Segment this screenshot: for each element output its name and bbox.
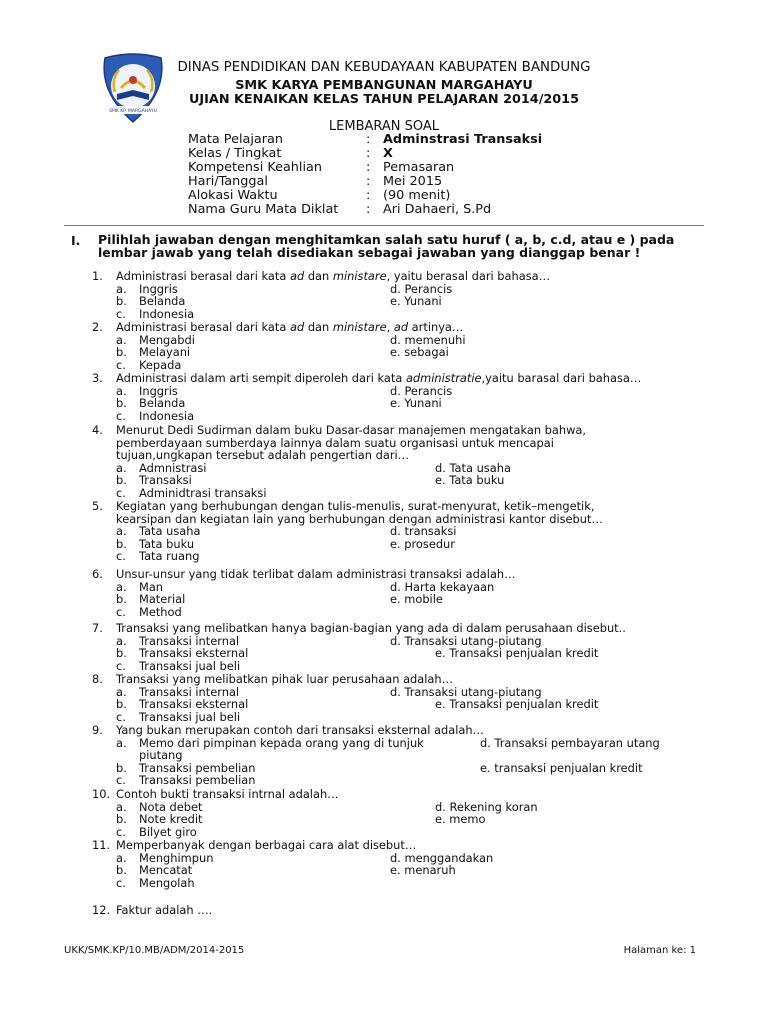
info-row [188,161,588,175]
question-number: 1. [92,269,103,283]
option-label: b. [116,697,127,712]
option-text: Transaksi eksternal [139,697,249,712]
question-number: 5. [92,499,103,513]
question-number: 8. [92,672,103,686]
option-text: Indonesia [139,306,195,321]
option-text: e. memo [435,812,486,827]
option-label: a. [116,281,127,296]
option-text: d. transaksi [390,524,457,539]
question-text: pemberdayaan sumberdaya lainnya dalam suatu organisasi untuk mencapai [116,435,554,450]
option-label: b. [116,396,127,411]
option-text: e. Transaksi penjualan kredit [435,697,599,712]
option-text: Belanda [139,396,186,411]
option-label: a. [116,460,127,475]
question-text: Administrasi dalam arti sempit diperoleh dari kata administratie,yaitu barasal dari bahasa… [116,371,642,385]
option-text: d. Harta kekayaan [390,579,495,594]
info-label: Mata Pelajaran [188,132,283,147]
option-label: c. [116,604,126,619]
option-text: d. Transaksi utang-piutang [390,684,542,699]
divider [64,225,704,226]
option-text: Transaksi pembelian [139,760,256,775]
option-text: Inggris [139,281,178,296]
question-text: Faktur adalah …. [116,903,213,917]
option-text: d. Transaksi utang-piutang [390,633,542,648]
option-label: a. [116,850,127,865]
option-text: d. memenuhi [390,332,466,347]
option-text: Nota debet [139,799,203,814]
question-text: Menurut Dedi Sudirman dalam buku Dasar-dasar manajemen mengatakan bahwa, [116,423,587,437]
question-text: Transaksi yang melibatkan pihak luar perusahaan adalah… [116,672,454,686]
option-label: a. [116,524,127,539]
option-text: e. Transaksi penjualan kredit [435,646,599,661]
option-text: e. Yunani [390,294,442,309]
info-row [188,203,588,217]
question-text: Unsur-unsur yang tidak terlibat dalam administrasi transaksi adalah… [116,567,516,581]
question-text: Contoh bukti transaksi intrnal adalah… [116,787,339,801]
option-text: Transaksi eksternal [139,646,249,661]
option-text: Mencatat [139,863,193,878]
info-row [188,147,588,161]
option-text: Note kredit [139,812,203,827]
info-value: (90 menit) [383,188,451,203]
question-text: Administrasi berasal dari kata ad dan ministare, yaitu berasal dari bahasa… [116,269,551,283]
option-label: b. [116,760,127,775]
option-text: e. mobile [390,592,443,607]
info-value: Adminstrasi Transaksi [383,132,543,147]
option-label: b. [116,294,127,309]
option-text: Indonesia [139,408,195,423]
option-label: b. [116,646,127,661]
option-text: e. sebagai [390,345,449,360]
question-text: Transaksi yang melibatkan hanya bagian-bagian yang ada di dalam perusahaan disebut.. [116,621,626,635]
option-text: d. Perancis [390,383,453,398]
option-label: c. [116,306,126,321]
option-text: Tata buku [139,536,195,551]
option-label: b. [116,592,127,607]
question-text: Memperbanyak dengan berbagai cara alat disebut… [116,838,417,852]
info-label: Nama Guru Mata Diklat [188,202,339,217]
header-exam: UJIAN KENAIKAN KELAS TAHUN PELAJARAN 2014/2015 [189,92,579,107]
option-text: Mengolah [139,875,195,890]
option-text: Inggris [139,383,178,398]
option-text: e. prosedur [390,536,455,551]
question-text: kearsipan dan kegiatan lain yang berhubungan dengan administrasi kantor disebut… [116,511,603,526]
option-label: b. [116,863,127,878]
instruction-text: Pilihlah jawaban dengan menghitamkan salah satu huruf ( a, b, c.d, atau e ) pada lembar jawab yang telah disediakan sebagai jawaban yang dianggap benar ! [98,232,675,260]
option-text: e. Yunani [390,396,442,411]
info-value: X [383,146,393,161]
option-text: Man [139,579,164,594]
option-text: d. menggandakan [390,850,494,865]
option-text: e. Tata buku [435,473,505,488]
option-label: c. [116,824,126,839]
option-label: a. [116,633,127,648]
option-label: c. [116,773,126,788]
info-label: Hari/Tanggal [188,174,268,189]
option-label: c. [116,486,126,500]
sheet-title: LEMBARAN SOAL [328,119,440,134]
document-code: UKK/SMK.KP/10.MB/ADM/2014-2015 [64,945,245,956]
option-label: b. [116,345,127,360]
option-text: Adminidtrasi transaksi [139,486,267,500]
svg-text:SMK KP. MARGAHAYU: SMK KP. MARGAHAYU [109,109,157,114]
option-text: Transaksi jual beli [139,709,241,724]
option-text: d. Perancis [390,281,453,296]
question-number: 12. [92,903,111,917]
question-number: 3. [92,371,103,385]
info-colon: : [366,160,371,175]
question-number: 9. [92,723,103,737]
option-label: c. [116,549,126,564]
info-label: Kelas / Tingkat [188,146,282,161]
info-colon: : [366,174,371,189]
option-label: c. [116,875,126,890]
option-text: Tata usaha [139,524,201,539]
option-text: Transaksi pembelian [139,773,256,788]
header-school: SMK KARYA PEMBANGUNAN MARGAHAYU [235,78,533,93]
info-colon: : [366,146,371,161]
info-row [188,189,588,203]
option-text: d. Rekening koran [435,799,538,814]
option-text: Transaksi [139,473,192,488]
option-text: e. menaruh [390,863,456,878]
question-number: 11. [92,838,111,852]
option-label: a. [116,684,127,699]
info-value: Pemasaran [383,160,455,175]
section-number: I. [71,233,81,248]
option-text: Tata ruang [139,549,200,564]
option-label: c. [116,357,126,372]
option-label: a. [116,735,127,750]
question-text: Kegiatan yang berhubungan dengan tulis-menulis, surat-menyurat, ketik–mengetik, [116,499,595,513]
option-text: Bilyet giro [139,824,197,839]
option-label: c. [116,709,126,724]
option-label: b. [116,473,127,488]
info-label: Kompetensi Keahlian [188,160,322,175]
question-number: 10. [92,787,111,801]
option-text: piutang [139,748,183,763]
option-text: d. Tata usaha [435,460,511,475]
option-text: Melayani [139,345,191,360]
info-row [188,175,588,189]
option-text: e. transaksi penjualan kredit [480,760,643,775]
option-label: a. [116,383,127,398]
info-colon: : [366,202,371,217]
option-text: Transaksi jual beli [139,658,241,673]
option-text: Mengabdi [139,332,195,347]
question-number: 2. [92,320,103,334]
option-text: Method [139,604,182,619]
option-text: Transaksi internal [139,633,240,648]
info-row [188,133,588,147]
header-agency: DINAS PENDIDIKAN DAN KEBUDAYAAN KABUPATEN BANDUNG [177,60,591,75]
option-label: a. [116,799,127,814]
option-label: a. [116,579,127,594]
option-label: b. [116,536,127,551]
option-text: d. Transaksi pembayaran utang [480,735,660,750]
option-text: Belanda [139,294,186,309]
page-number: Halaman ke: 1 [623,945,696,956]
info-colon: : [366,132,371,147]
question-text: Yang bukan merupakan contoh dari transaksi eksternal adalah… [116,723,484,737]
option-text: Admnistrasi [139,460,207,475]
option-label: c. [116,658,126,673]
option-label: c. [116,408,126,423]
info-value: Mei 2015 [383,174,443,189]
option-text: Memo dari pimpinan kepada orang yang di tunjuk [139,735,424,750]
option-text: Kepada [139,357,182,372]
question-text: tujuan,ungkapan tersebut adalah pengertian dari… [116,448,410,463]
question-number: 7. [92,621,103,635]
info-colon: : [366,188,371,203]
option-label: a. [116,332,127,347]
option-text: Material [139,592,186,607]
option-text: Transaksi internal [139,684,240,699]
option-text: Menghimpun [139,850,214,865]
info-label: Alokasi Waktu [188,188,278,203]
info-value: Ari Dahaeri, S.Pd [383,202,492,217]
question-number: 6. [92,567,103,581]
question-text: Administrasi berasal dari kata ad dan ministare, ad artinya… [116,320,464,334]
question-number: 4. [92,423,103,437]
option-label: b. [116,812,127,827]
